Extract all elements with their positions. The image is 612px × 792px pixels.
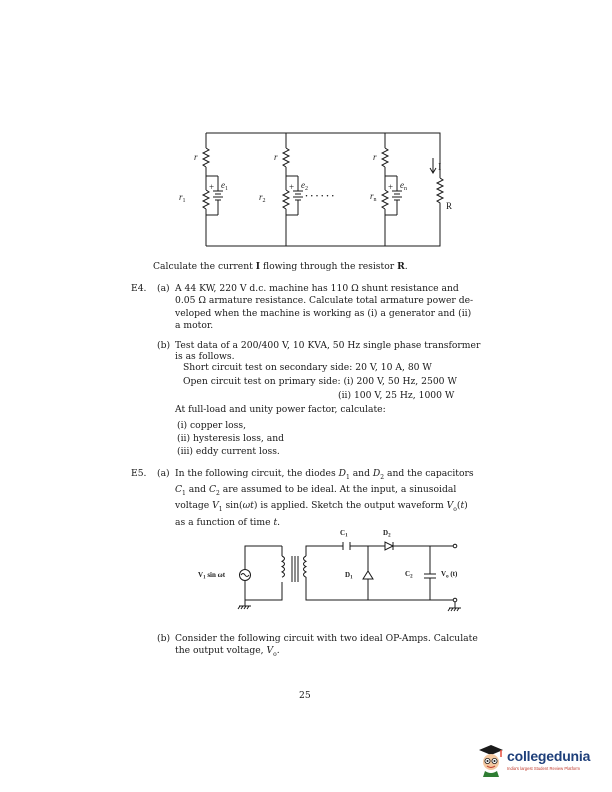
label-r2: $r_2$ bbox=[259, 192, 266, 204]
logo-brand: collegedunia bbox=[507, 748, 591, 764]
label-r-branch2: r bbox=[274, 152, 278, 162]
e4-item-hysteresis-loss: (ii) hysteresis loss, and bbox=[177, 433, 285, 444]
battery-resistor-network-diagram bbox=[0, 0, 612, 270]
label-current-i: I bbox=[438, 162, 442, 173]
collegedunia-logo[interactable] bbox=[475, 740, 610, 780]
label-rn: $r_n$ bbox=[370, 191, 377, 203]
graduate-mascot-icon bbox=[475, 742, 507, 778]
e4-open-circuit-test-2: (ii) 100 V, 25 Hz, 1000 W bbox=[338, 390, 455, 401]
label-plus-n: + bbox=[388, 182, 394, 192]
label-c1: $C_1$ bbox=[340, 529, 348, 539]
label-e2: $e_2$ bbox=[301, 180, 308, 192]
e5-number: E5. bbox=[131, 468, 147, 479]
e4-a-text: A 44 KW, 220 V d.c. machine has 110 Ω shunt resistance and 0.05 Ω armature resistance. Calculate total armature power de- veloped when the machine is working as (i) a generator and (ii) a motor. bbox=[175, 283, 474, 332]
label-d1: $D_1$ bbox=[345, 571, 353, 581]
label-c2: $C_2$ bbox=[405, 570, 413, 580]
label-en: $e_n$ bbox=[400, 180, 407, 192]
label-resistor-r: R bbox=[446, 201, 453, 211]
question-intro: Calculate the current I flowing through the resistor R. bbox=[153, 261, 408, 272]
e4-open-circuit-test-1: Open circuit test on primary side: (i) 200 V, 50 Hz, 2500 W bbox=[183, 376, 457, 387]
label-e1: $e_1$ bbox=[221, 180, 228, 192]
label-r-branchn: r bbox=[373, 152, 377, 162]
page-number: 25 bbox=[299, 690, 311, 701]
label-r-branch1: r bbox=[194, 152, 198, 162]
e4-a-label: (a) bbox=[157, 283, 170, 294]
e4-b-label: (b) bbox=[157, 340, 171, 351]
logo-tagline: India's largest Student Review Platform bbox=[507, 766, 580, 771]
e5-a-text: In the following circuit, the diodes $D_1$ and $D_2$ and the capacitors $C_1$ and $C_2$ are assumed to be ideal. At the input, a sinusoidal voltage $V_1$ sin(ωt) is applied. Sketch the output waveform $V_o(t)$ as a function of time t. bbox=[175, 468, 474, 528]
e4-item-eddy-current-loss: (iii) eddy current loss. bbox=[177, 446, 280, 457]
label-plus-1: + bbox=[209, 182, 215, 192]
e4-calc-intro: At full-load and unity power factor, calculate: bbox=[175, 404, 386, 415]
label-vout: $V_o$ (t) bbox=[441, 570, 458, 580]
e4-item-copper-loss: (i) copper loss, bbox=[177, 420, 247, 431]
e5-b-label: (b) bbox=[157, 633, 171, 644]
label-plus-2: + bbox=[289, 182, 295, 192]
label-r1: $r_1$ bbox=[179, 192, 186, 204]
e5-b-text: Consider the following circuit with two ideal OP-Amps. Calculate the output voltage, $V_o$. bbox=[175, 633, 478, 659]
label-vin: $V_1$ sin ωt bbox=[198, 571, 226, 581]
label-dots: · · · · · · bbox=[305, 191, 335, 201]
e4-number: E4. bbox=[131, 283, 147, 294]
e4-short-circuit-test: Short circuit test on secondary side: 20 V, 10 A, 80 W bbox=[183, 362, 432, 373]
label-d2: $D_2$ bbox=[383, 529, 391, 539]
e5-a-label: (a) bbox=[157, 468, 170, 479]
diode-capacitor-circuit-diagram bbox=[0, 520, 612, 620]
e4-b-text: Test data of a 200/400 V, 10 KVA, 50 Hz single phase transformer is as follows. bbox=[175, 340, 481, 363]
